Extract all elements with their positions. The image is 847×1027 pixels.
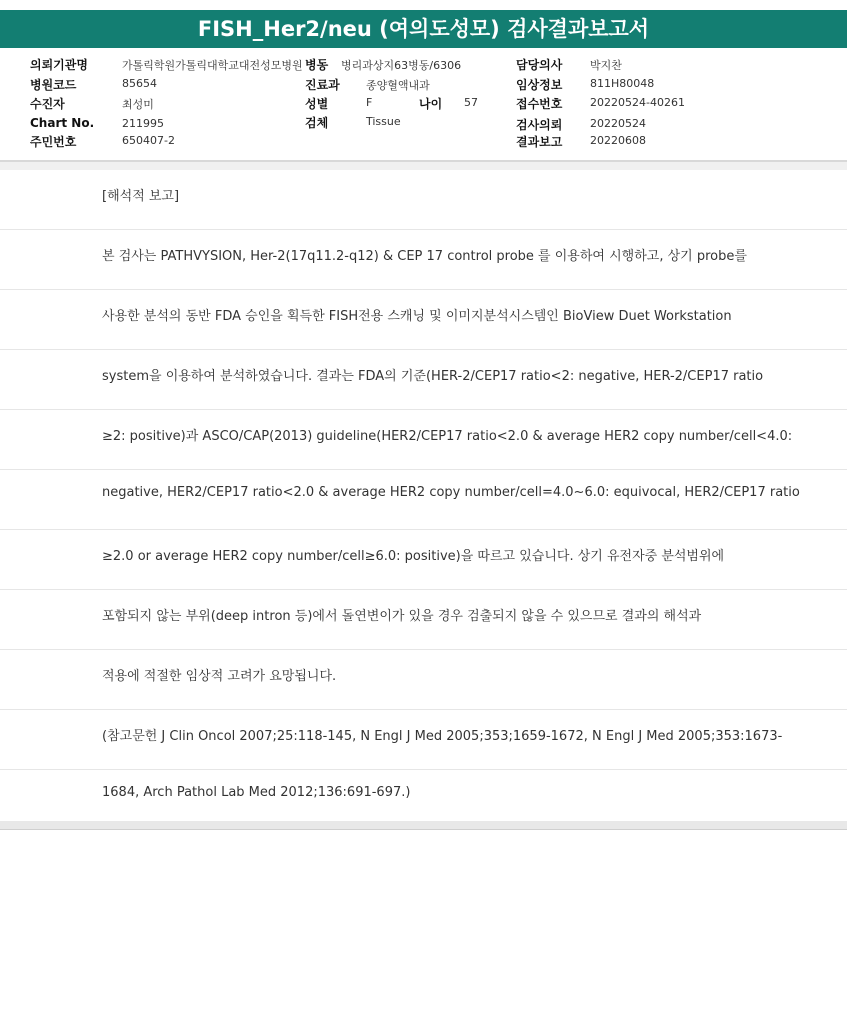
report-line-text: ≥2: positive)과 ASCO/CAP(2013) guideline(HER2/CEP17 ratio<2.0 & average HER2 copy number/cell<4.0:	[102, 429, 793, 444]
report-line-text: 포함되지 않는 부위(deep intron 등)에서 돌연변이가 있을 경우 검출되지 않을 수 있으므로 결과의 해석과	[102, 609, 702, 624]
report-line	[0, 530, 847, 590]
report-line-text: (참고문헌 J Clin Oncol 2007;25:118-145, N Engl J Med 2005;353;1659-1672, N Engl J Med 2005;353:1673-	[102, 729, 783, 744]
patient-label: 수진자	[30, 97, 65, 111]
report-line-text: system을 이용하여 분석하였습니다. 결과는 FDA의 기준(HER-2/CEP17 ratio<2: negative, HER-2/CEP17 ratio	[102, 369, 764, 384]
report-line	[0, 170, 847, 230]
department-label: 진료과	[305, 78, 340, 92]
patient-value: 최성미	[122, 98, 154, 111]
report-line-text: 본 검사는 PATHVYSION, Her-2(17q11.2-q12) & CEP 17 control probe 를 이용하여 시행하고, 상기 probe를	[102, 249, 747, 264]
doctor-label: 담당의사	[516, 58, 563, 72]
request-date-value: 20220524	[590, 117, 646, 130]
report-line-text: ≥2.0 or average HER2 copy number/cell≥6.0: positive)을 따르고 있습니다. 상기 유전자중 분석범위에	[102, 549, 725, 564]
receipt-label: 접수번호	[516, 97, 563, 111]
sex-value: F	[366, 96, 373, 109]
report-title: FISH_Her2/neu (여의도성모) 검사결과보고서	[0, 10, 847, 48]
department-value: 종양혈액내과	[366, 79, 430, 92]
interpretive-report	[0, 170, 847, 829]
report-line-text: [해석적 보고]	[102, 189, 180, 204]
report-line	[0, 650, 847, 710]
patient-info-header	[0, 48, 847, 160]
report-line-text: 1684, Arch Pathol Lab Med 2012;136:691-697.)	[102, 785, 411, 800]
header-divider-band	[0, 162, 847, 170]
hospital-code-value: 85654	[122, 77, 157, 90]
report-line-text: negative, HER2/CEP17 ratio<2.0 & average HER2 copy number/cell=4.0~6.0: equivocal, HER2/CEP17 ratio	[102, 485, 800, 500]
request-date-label: 검사의뢰	[516, 118, 563, 132]
age-value: 57	[464, 96, 478, 109]
specimen-value: Tissue	[366, 115, 401, 128]
report-line-text: 적용에 적절한 임상적 고려가 요망됩니다.	[102, 669, 337, 684]
id-number-value: 650407-2	[122, 134, 175, 147]
report-line	[0, 590, 847, 650]
report-line	[0, 290, 847, 350]
chart-no-value: 211995	[122, 117, 164, 130]
id-number-label: 주민번호	[30, 135, 77, 149]
specimen-label: 검체	[305, 116, 329, 130]
age-label: 나이	[419, 97, 443, 111]
clinical-info-label: 임상정보	[516, 78, 563, 92]
report-line	[0, 230, 847, 290]
ward-value: 병리과상지63병동/6306	[341, 59, 462, 72]
doctor-value: 박지찬	[590, 59, 622, 72]
institution-value: 가톨릭학원가톨릭대학교대전성모병원	[122, 59, 303, 72]
result-date-value: 20220608	[590, 134, 646, 147]
chart-no-label: Chart No.	[30, 116, 95, 130]
institution-label: 의뢰기관명	[30, 58, 88, 72]
footer-divider	[0, 821, 847, 830]
receipt-value: 20220524-40261	[590, 96, 685, 109]
report-line-text: 사용한 분석의 동반 FDA 승인을 획득한 FISH전용 스캐닝 및 이미지분석시스템인 BioView Duet Workstation	[102, 309, 732, 324]
result-date-label: 결과보고	[516, 135, 563, 149]
sex-label: 성별	[305, 97, 329, 111]
ward-label: 병동	[305, 58, 329, 72]
report-line	[0, 350, 847, 410]
clinical-info-value: 811H80048	[590, 77, 655, 90]
report-line	[0, 470, 847, 530]
report-line	[0, 410, 847, 470]
hospital-code-label: 병원코드	[30, 78, 77, 92]
report-line	[0, 710, 847, 770]
